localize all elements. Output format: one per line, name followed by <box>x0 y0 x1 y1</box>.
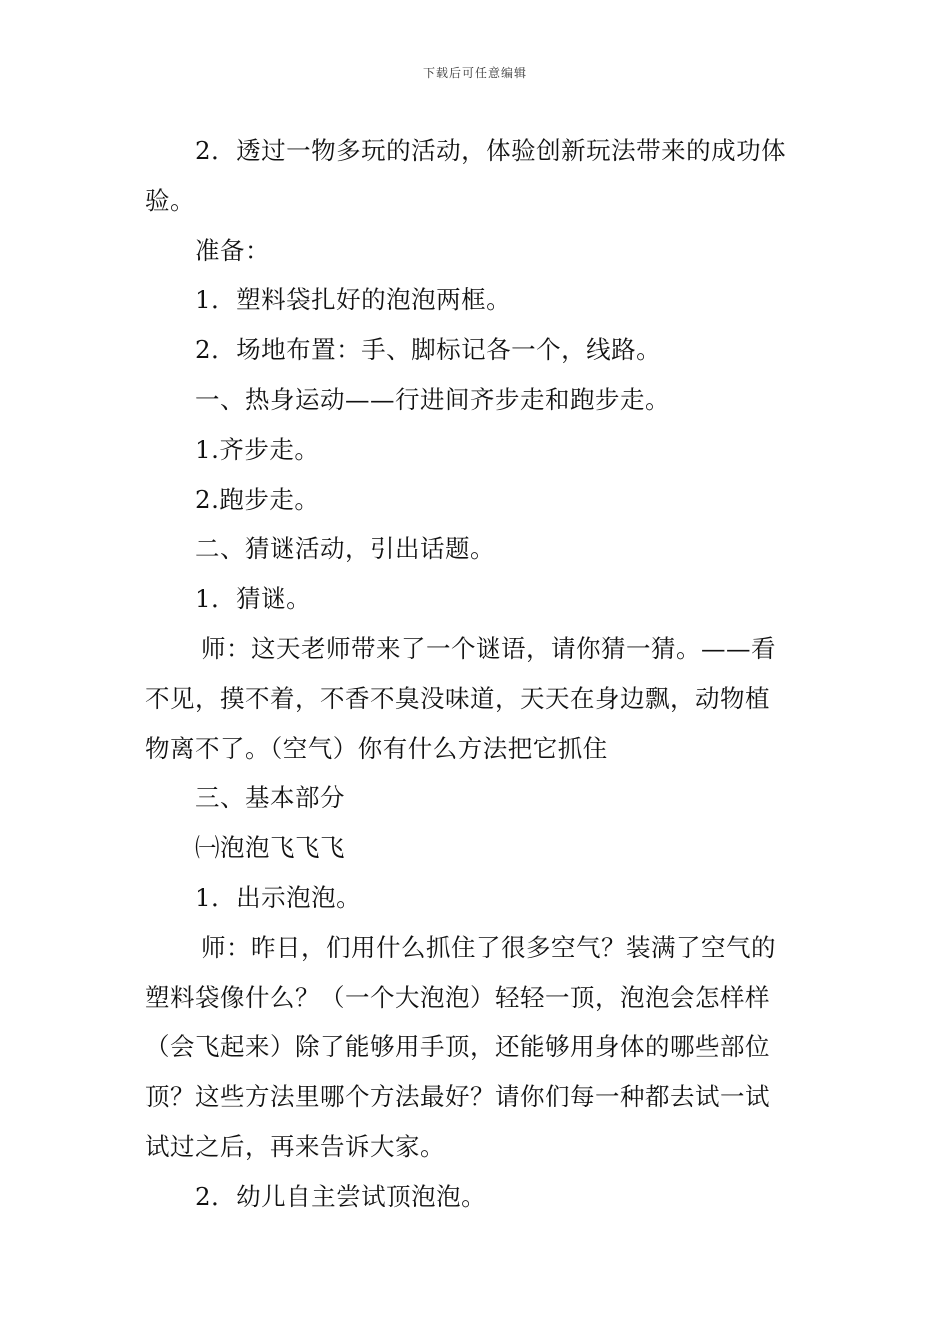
paragraph-line: 物离不了。（空气）你有什么方法把它抓住 <box>145 733 608 763</box>
section-heading: 三、基本部分 <box>195 783 345 813</box>
paragraph-line: 2.跑步走。 <box>195 484 320 514</box>
subsection-heading: ㈠泡泡飞飞飞 <box>195 833 345 863</box>
paragraph-line: 验。 <box>145 185 195 215</box>
paragraph-line: 1．塑料袋扎好的泡泡两框。 <box>195 285 512 315</box>
paragraph-line: 1．出示泡泡。 <box>195 882 362 912</box>
page-header: 下载后可任意编辑 <box>422 66 527 80</box>
paragraph-line: 师：昨日，们用什么抓住了很多空气？装满了空气的 <box>201 932 776 962</box>
paragraph-line: 师：这天老师带来了一个谜语，请你猜一猜。——看 <box>201 633 776 663</box>
paragraph-line: 准备： <box>195 235 270 265</box>
section-heading: 一、热身运动——行进间齐步走和跑步走。 <box>195 384 670 414</box>
paragraph-line: 1.齐步走。 <box>195 434 320 464</box>
paragraph-line: （会飞起来）除了能够用手顶，还能够用身体的哪些部位 <box>145 1032 770 1062</box>
paragraph-line: 2．场地布置：手、脚标记各一个，线路。 <box>195 335 662 365</box>
paragraph-line: 2．透过一物多玩的活动，体验创新玩法带来的成功体 <box>195 136 787 165</box>
paragraph-line: 塑料袋像什么？（一个大泡泡）轻轻一顶，泡泡会怎样样 <box>145 982 770 1012</box>
paragraph-line: 试过之后，再来告诉大家。 <box>145 1131 445 1161</box>
document-body <box>145 126 810 1222</box>
paragraph-line: 2．幼儿自主尝试顶泡泡。 <box>195 1181 487 1211</box>
paragraph-line: 不见，摸不着，不香不臭没味道，天天在身边飘，动物植 <box>145 683 770 713</box>
paragraph-line: 1．猜谜。 <box>195 584 312 614</box>
paragraph-line: 顶？这些方法里哪个方法最好？请你们每一种都去试一试 <box>145 1082 770 1112</box>
section-heading: 二、猜谜活动，引出话题。 <box>195 534 495 564</box>
